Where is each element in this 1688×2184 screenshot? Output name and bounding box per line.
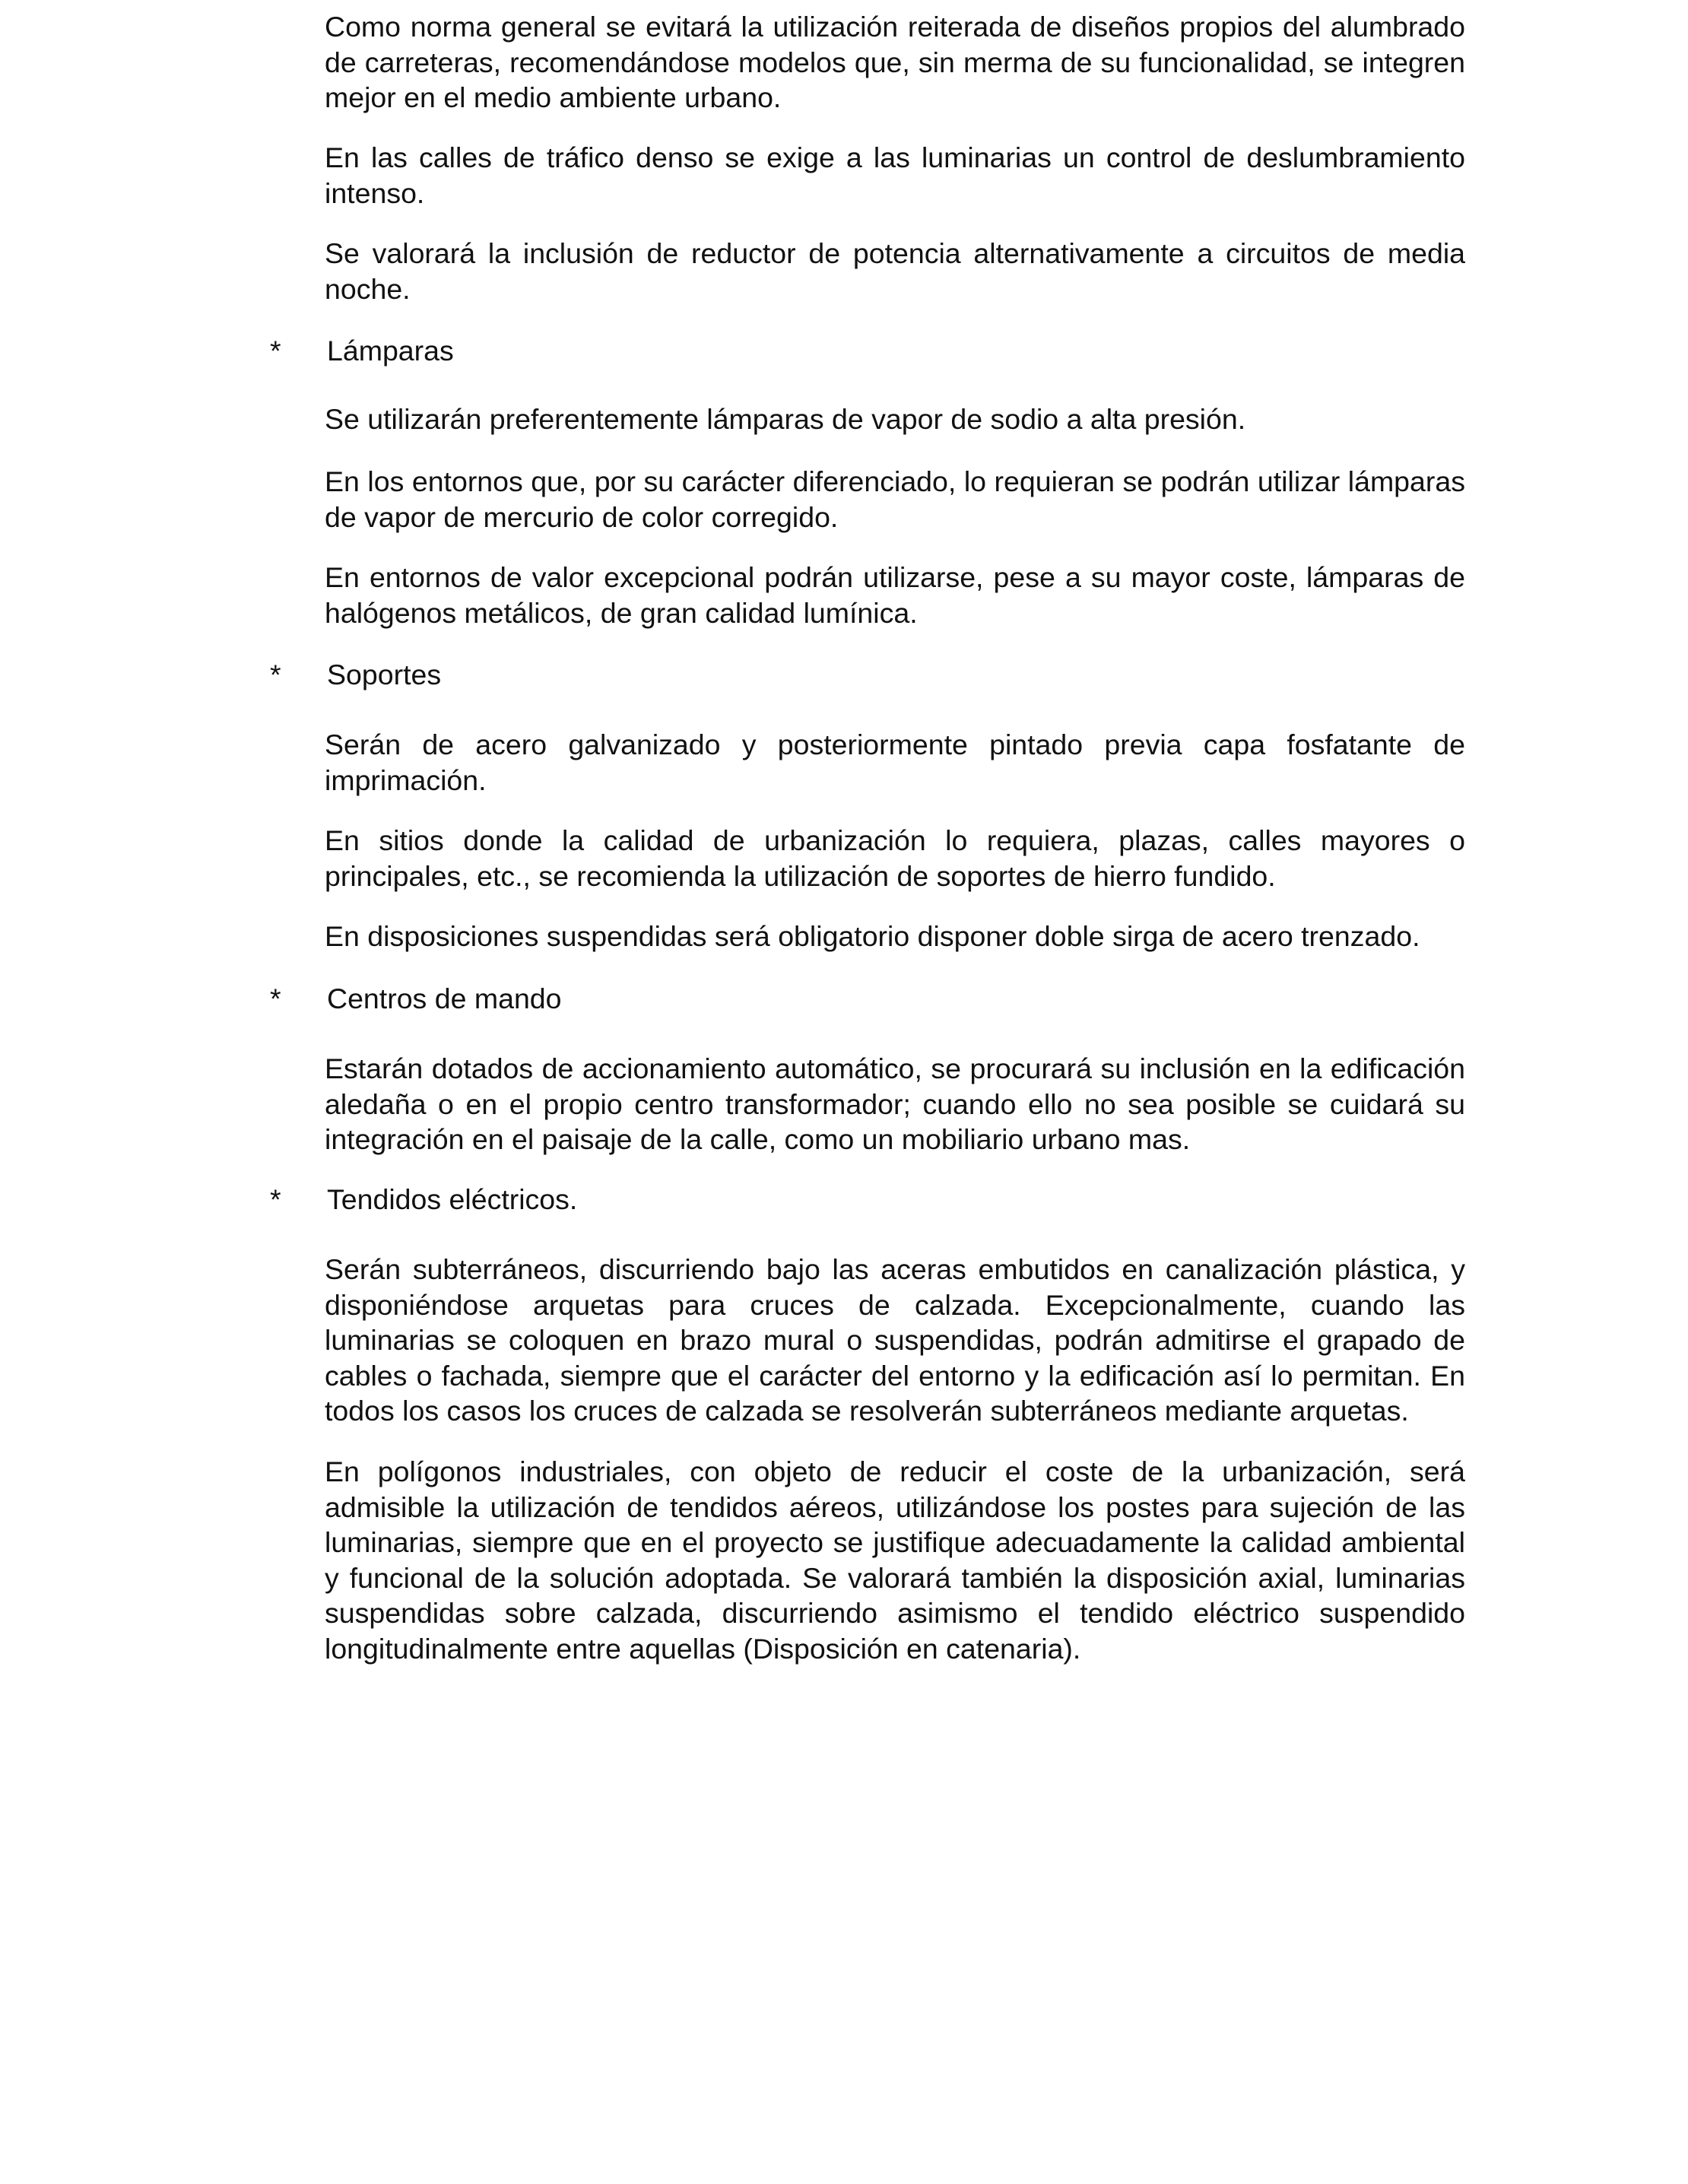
- section-heading-tendidos-electricos: [270, 1182, 1106, 1218]
- lamparas-paragraph-2: En los entornos que, por su carácter diferenciado, lo requieran se podrán utilizar lámparas de vapor de mercurio de color corregido.: [325, 465, 1465, 533]
- lamparas-paragraph-3: En entornos de valor excepcional podrán utilizarse, pese a su mayor coste, lámparas de halógenos metálicos, de gran calidad lumínica.: [325, 561, 1465, 629]
- soportes-paragraph-2: En sitios donde la calidad de urbanización lo requiera, plazas, calles mayores o principales, etc., se recomienda la utilización de soportes de hierro fundido.: [325, 824, 1465, 892]
- section-title: Soportes: [327, 659, 442, 690]
- bullet-asterisk: *: [270, 982, 281, 1014]
- section-title: Tendidos eléctricos.: [327, 1183, 578, 1215]
- section-heading-centros-de-mando: [270, 981, 1106, 1017]
- soportes-paragraph-1: Serán de acero galvanizado y posteriormente pintado previa capa fosfatante de imprimación.: [325, 729, 1465, 796]
- bullet-asterisk: *: [270, 335, 281, 367]
- lamparas-paragraph-1: Se utilizarán preferentemente lámparas de vapor de sodio a alta presión.: [325, 403, 1246, 435]
- intro-paragraph-3: Se valorará la inclusión de reductor de potencia alternativamente a circuitos de media noche.: [325, 237, 1465, 305]
- intro-paragraph-2: En las calles de tráfico denso se exige a las luminarias un control de deslumbramiento intenso.: [325, 141, 1465, 209]
- centros-de-mando-paragraph-1: Estarán dotados de accionamiento automático, se procurará su inclusión en la edificación aledaña o en el propio centro transformador; cuando ello no sea posible se cuidará su integración en el paisaje de la calle, como un mobiliario urbano mas.: [325, 1052, 1465, 1155]
- section-title: Lámparas: [327, 335, 454, 367]
- tendidos-paragraph-2: En polígonos industriales, con objeto de reducir el coste de la urbanización, será admisible la utilización de tendidos aéreos, utilizándose los postes para sujeción de las luminarias, siempre que en el proyecto se justifique adecuadamente la calidad ambiental y funcional de la solución adoptada. Se valorará también la disposición axial, luminarias suspendidas sobre calzada, discurriendo asimismo el tendido eléctrico suspendido longitudinalmente entre aquellas (Disposición en catenaria).: [325, 1455, 1465, 1665]
- soportes-paragraph-3: En disposiciones suspendidas será obligatorio disponer doble sirga de acero trenzado.: [325, 920, 1420, 952]
- bullet-asterisk: *: [270, 1183, 281, 1215]
- section-heading-lamparas: [270, 333, 1106, 370]
- tendidos-paragraph-1: Serán subterráneos, discurriendo bajo las aceras embutidos en canalización plástica, y disponiéndose arquetas para cruces de calzada. Excepcionalmente, cuando las luminarias se coloquen en brazo mural o suspendidas, podrán admitirse el grapado de cables o fachada, siempre que el carácter del entorno y la edificación así lo permitan. En todos los casos los cruces de calzada se resolverán subterráneos mediante arquetas.: [325, 1253, 1465, 1427]
- section-title: Centros de mando: [327, 982, 562, 1014]
- bullet-asterisk: *: [270, 659, 281, 690]
- section-heading-soportes: [270, 657, 1106, 694]
- intro-paragraph-1: Como norma general se evitará la utilización reiterada de diseños propios del alumbrado de carreteras, recomendándose modelos que, sin merma de su funcionalidad, se integren mejor en el medio ambiente urbano.: [325, 11, 1465, 113]
